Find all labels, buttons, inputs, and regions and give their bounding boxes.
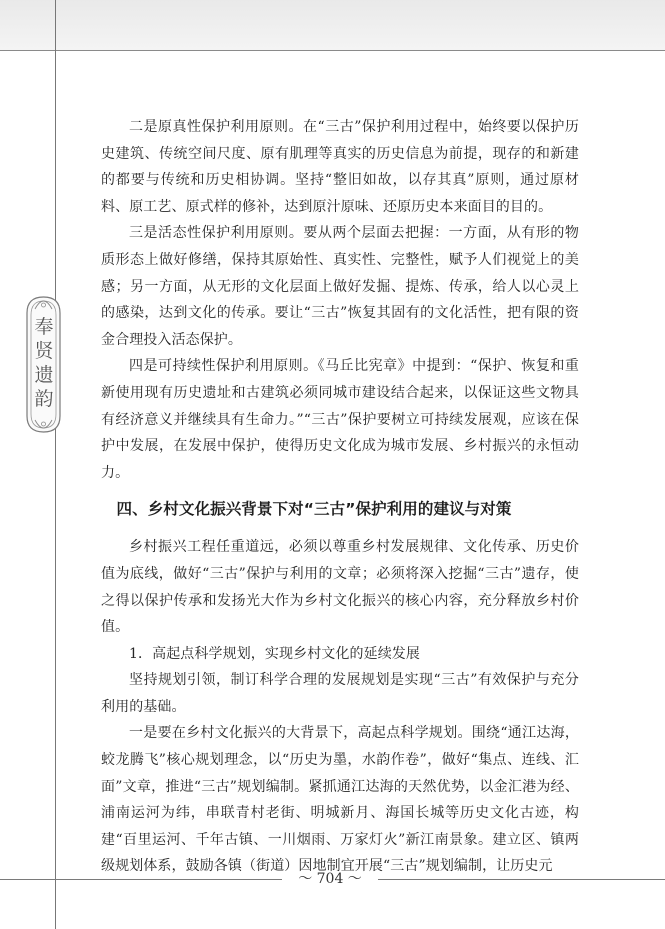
paragraph: 二是原真性保护利用原则。在“三古”保护利用过程中，始终要以保护历史建筑、传统空间尺度、原有肌理等真实的历史信息为前提，现存的和新建的都要与传统和历史相协调。坚持“整旧如故，以存其真”原则，通过原材料、原工艺、原式样的修补，达到原汁原味、还原历史本来面目的目的。	[101, 119, 579, 215]
footer-rule-left	[0, 879, 282, 880]
page-number: ～ 704 ～	[298, 871, 362, 887]
header-band	[0, 0, 665, 51]
section-heading: 四、乡村文化振兴背景下对“三古”保护利用的建议与对策	[116, 500, 512, 519]
side-tab-char: 遗	[34, 364, 54, 386]
paragraph: 一是要在乡村文化振兴的大背景下，高起点科学规划。围绕“通江达海，蛟龙腾飞”核心规划理念，以“历史为墨，水韵作卷”，做好“集点、连线、汇面”文章，推进“三古”规划编制。紧抓通江达海的天然优势，以金汇港为经、浦南运河为纬，串联青村老街、明城新月、海国长城等历史文化古迹，构建“百里运河、千年古镇、一川烟雨、万家灯火”新江南景象。建立区、镇两级规划体系，鼓励各镇（街道）因地制宜开展“三古”规划编制，让历史元	[101, 725, 579, 875]
footer-rule-right	[378, 879, 665, 880]
subsection-heading: 1．高起点科学规划，实现乡村文化的延续发展	[129, 645, 421, 662]
paragraph: 乡村振兴工程任重道远，必须以尊重乡村发展规律、文化传承、历史价值为底线，做好“三古”保护与利用的文章；必须将深入挖掘“三古”遗存，使之得以保护传承和发扬光大作为乡村文化振兴的核心内容，充分释放乡村价值。	[101, 539, 579, 636]
side-tab	[21, 291, 66, 438]
paragraph: 四是可持续性保护利用原则。《马丘比宪章》中提到：“保护、恢复和重新使用现有历史遗址和古建筑必须同城市建设结合起来，以保证这些文物具有经济意义并继续具有生命力。”“三古”保护要树立可持续发展观，应该在保护中发展，在发展中保护，使得历史文化成为城市发展、乡村振兴的永恒动力。	[101, 358, 579, 481]
side-tab-char: 奉	[34, 316, 54, 338]
side-tab-char: 韵	[34, 388, 54, 410]
margin-rule	[55, 0, 56, 929]
paragraph: 坚持规划引领，制订科学合理的发展规划是实现“三古”有效保护与充分利用的基础。	[101, 672, 579, 715]
paragraph: 三是活态性保护利用原则。要从两个层面去把握：一方面，从有形的物质形态上做好修缮，保持其原始性、真实性、完整性，赋予人们视觉上的美感；另一方面，从无形的文化层面上做好发掘、提炼、传承，给人以心灵上的感染，达到文化的传承。要让“三古”恢复其固有的文化活性，把有限的资金合理投入活态保护。	[101, 225, 579, 348]
side-tab-char: 贤	[34, 340, 54, 362]
body-text	[101, 114, 579, 880]
